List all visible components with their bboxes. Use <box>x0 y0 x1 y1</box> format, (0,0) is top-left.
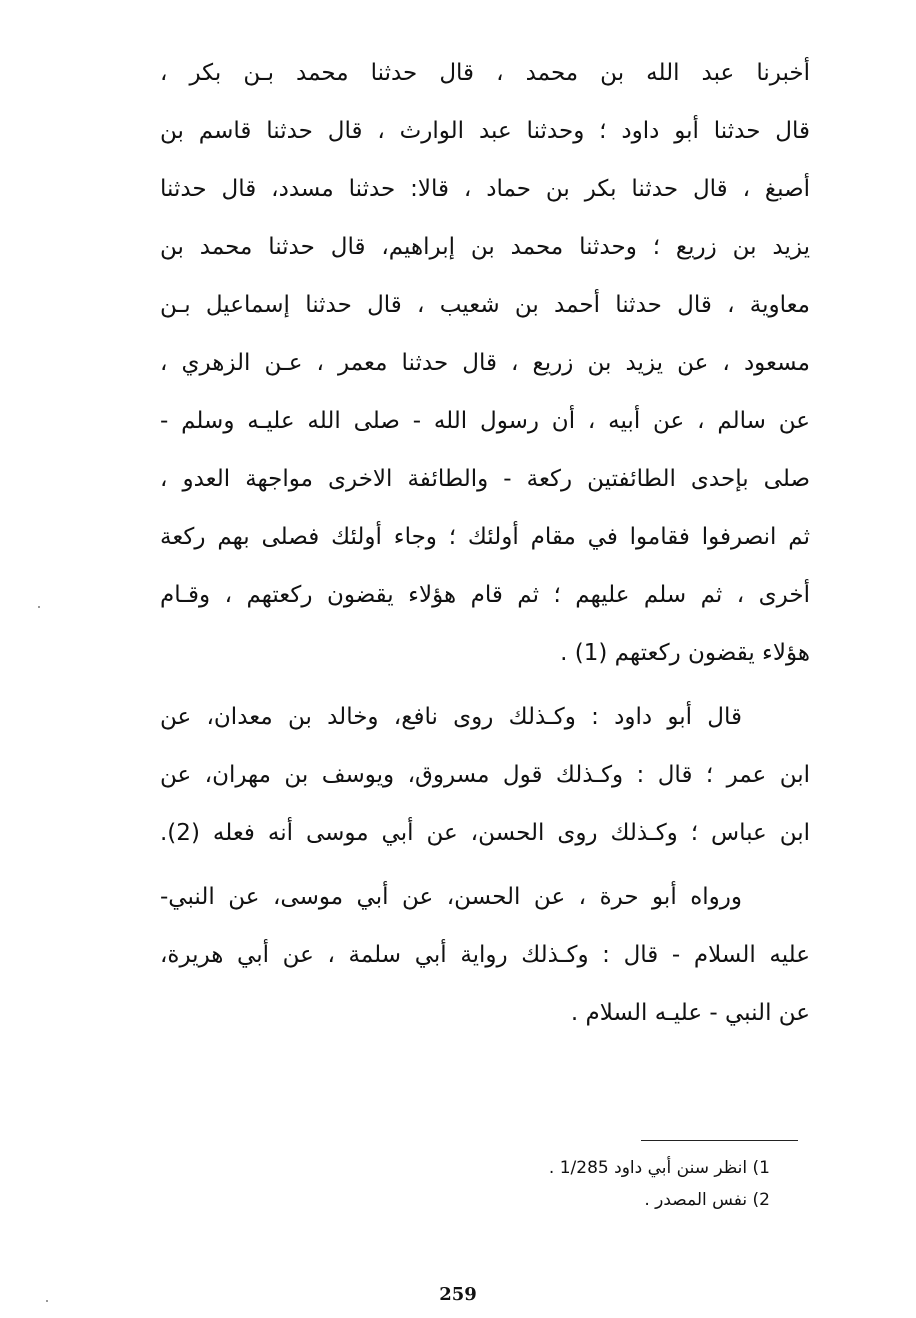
footnote-divider <box>641 1140 798 1141</box>
text-line: ابن عمر ؛ قال : وكـذلك قول مسروق، ويوسف بن مهران، عن <box>160 762 810 788</box>
footnotes <box>440 1152 770 1216</box>
main-text <box>160 44 810 1042</box>
text-line: ابن عباس ؛ وكـذلك روى الحسن، عن أبي موسى أنه فعله (2). <box>160 820 810 846</box>
footnote-2: 2) نفس المصدر . <box>644 1190 770 1210</box>
scan-speck <box>46 1300 48 1302</box>
paragraph-3 <box>160 868 810 1042</box>
text-line: عليه السلام - قال : وكـذلك رواية أبي سلمة ، عن أبي هريرة، <box>160 942 810 968</box>
text-line: ثم انصرفوا فقاموا في مقام أولئك ؛ وجاء أولئك فصلى بهم ركعة <box>160 524 810 550</box>
text-line: أصبغ ، قال حدثنا بكر بن حماد ، قالا: حدثنا مسدد، قال حدثنا <box>160 176 810 202</box>
text-line: يزيد بن زريع ؛ وحدثنا محمد بن إبراهيم، قال حدثنا محمد بن <box>160 234 810 260</box>
text-line: قال حدثنا أبو داود ؛ وحدثنا عبد الوارث ، قال حدثنا قاسم بن <box>160 118 810 144</box>
text-line: عن النبي - عليـه السلام . <box>570 1000 810 1026</box>
text-line: هؤلاء يقضون ركعتهم (1) . <box>560 640 810 666</box>
text-line: عن سالم ، عن أبيه ، أن رسول الله - صلى الله عليـه وسلم - <box>160 408 810 434</box>
paragraph-2 <box>160 688 810 862</box>
text-line: مسعود ، عن يزيد بن زريع ، قال حدثنا معمر ، عـن الزهري ، <box>160 350 810 376</box>
paragraph-1 <box>160 44 810 682</box>
page-number: 259 <box>439 1284 477 1305</box>
text-line: معاوية ، قال حدثنا أحمد بن شعيب ، قال حدثنا إسماعيل بـن <box>160 292 810 318</box>
footnote-1: 1) انظر سنن أبي داود 1/285 . <box>548 1158 770 1178</box>
text-line: قال أبو داود : وكـذلك روى نافع، وخالد بن معدان، عن <box>160 704 742 730</box>
text-line: ورواه أبو حرة ، عن الحسن، عن أبي موسى، عن النبي- <box>160 884 742 910</box>
text-line: أخبرنا عبد الله بن محمد ، قال حدثنا محمد بـن بكر ، <box>160 60 810 86</box>
text-line: أخرى ، ثم سلم عليهم ؛ ثم قام هؤلاء يقضون ركعتهم ، وقـام <box>160 582 810 608</box>
text-line: صلى بإحدى الطائفتين ركعة - والطائفة الاخرى مواجهة العدو ، <box>160 466 810 492</box>
scan-speck <box>38 606 40 608</box>
